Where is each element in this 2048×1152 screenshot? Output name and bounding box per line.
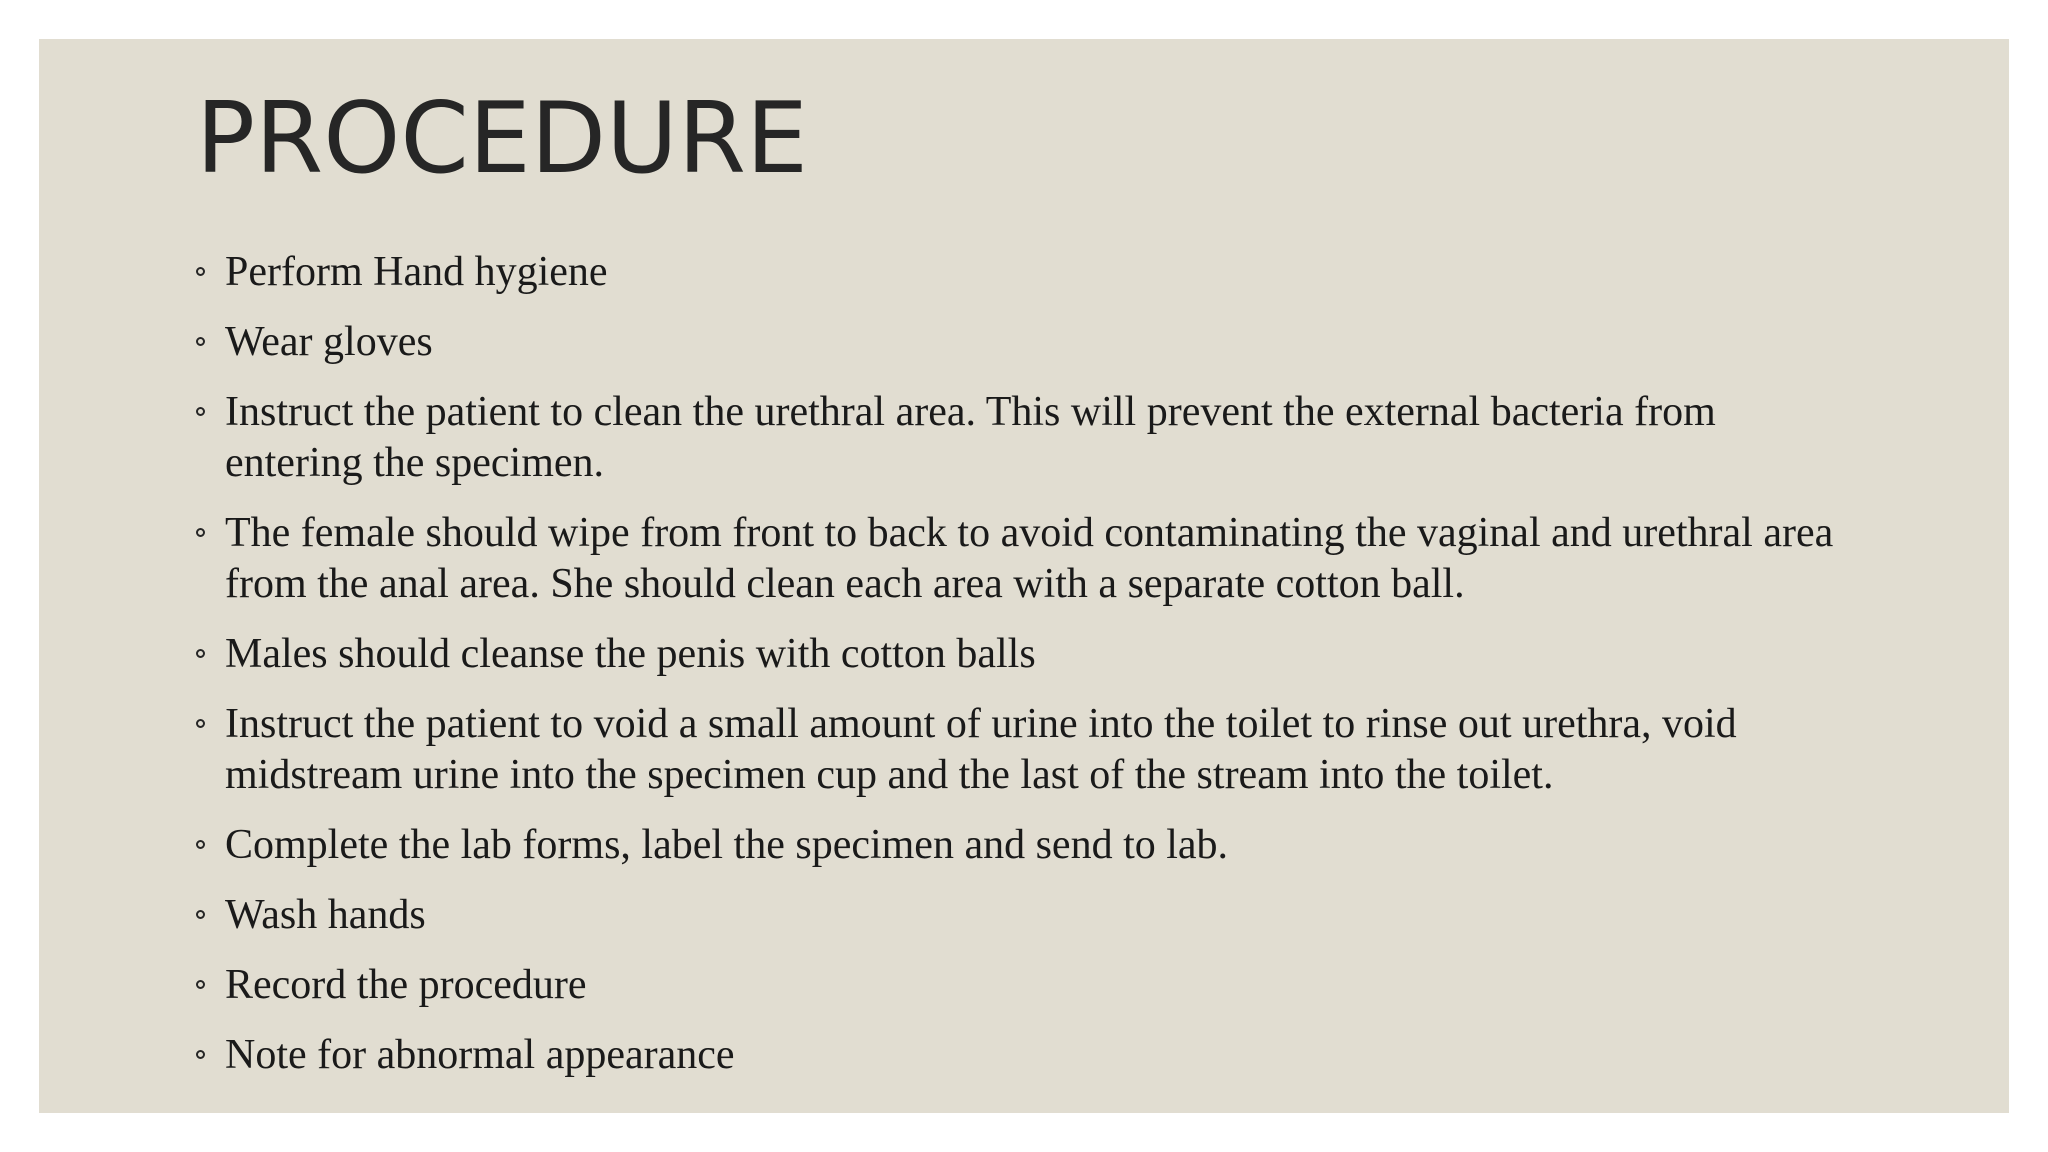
bullet-text: Note for abnormal appearance [225, 1032, 735, 1078]
bullet-text: Wash hands [225, 892, 426, 938]
bullet-text: Instruct the patient to clean the urethral area. This will prevent the external bacteria from entering the specimen. [225, 389, 1716, 486]
bullet-item [196, 247, 1836, 298]
bullet-item [196, 960, 1836, 1011]
hollow-circle-icon [196, 337, 205, 346]
bullet-text: Males should cleanse the penis with cotton balls [225, 631, 1036, 677]
bullet-item [196, 317, 1836, 368]
slide-title: PROCEDURE [196, 82, 808, 196]
bullet-item [196, 820, 1836, 871]
hollow-circle-icon [196, 528, 205, 537]
bullet-list [196, 247, 1836, 1100]
bullet-item [196, 890, 1836, 941]
bullet-text: The female should wipe from front to back to avoid contaminating the vaginal and urethral area from the anal area. She should clean each area with a separate cotton ball. [225, 510, 1834, 607]
bullet-item [196, 387, 1836, 489]
bullet-text: Record the procedure [225, 962, 587, 1008]
hollow-circle-icon [196, 980, 205, 989]
hollow-circle-icon [196, 719, 205, 728]
bullet-item [196, 1030, 1836, 1081]
hollow-circle-icon [196, 407, 205, 416]
hollow-circle-icon [196, 649, 205, 658]
bullet-item [196, 699, 1836, 801]
hollow-circle-icon [196, 1050, 205, 1059]
bullet-item [196, 629, 1836, 680]
hollow-circle-icon [196, 840, 205, 849]
bullet-text: Instruct the patient to void a small amount of urine into the toilet to rinse out urethra, void midstream urine into the specimen cup and the last of the stream into the toilet. [225, 701, 1737, 798]
bullet-item [196, 508, 1836, 610]
hollow-circle-icon [196, 267, 205, 276]
bullet-text: Complete the lab forms, label the specimen and send to lab. [225, 822, 1229, 868]
slide [39, 39, 2009, 1113]
hollow-circle-icon [196, 910, 205, 919]
bullet-text: Perform Hand hygiene [225, 249, 608, 295]
bullet-text: Wear gloves [225, 319, 433, 365]
